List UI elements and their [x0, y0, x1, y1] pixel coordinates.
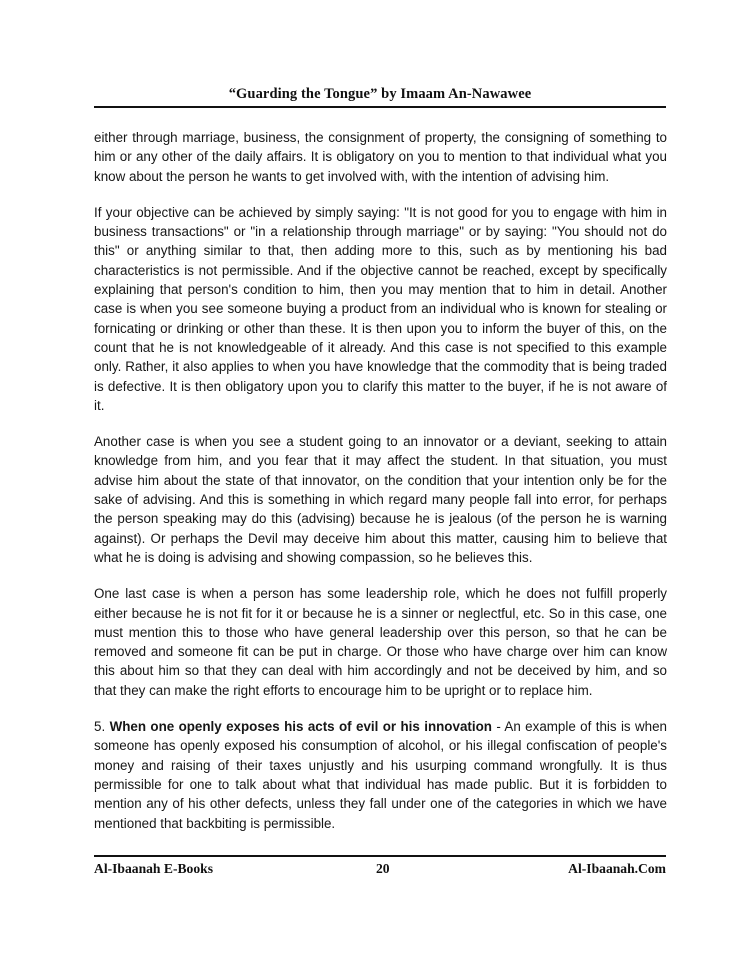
- body-paragraph: One last case is when a person has some leadership role, which he does not fulfill properly either because he is not fit for it or because he is a sinner or neglectful, etc. So in this case, one must mention this to those who have general leadership over this person, so that he can be removed and someone fit can be put in charge. Or those who have charge over him can know this about him so that they can deal with him accordingly and not be deceived by him, and so that they can make the right efforts to encourage him to be upright or to replace him.: [94, 586, 667, 698]
- footer-row: [94, 861, 666, 881]
- list-number: 5.: [94, 719, 110, 735]
- header-divider: [94, 106, 666, 108]
- body-paragraph: If your objective can be achieved by simply saying: "It is not good for you to engage with him in business transactions" or "in a relationship through marriage" or by saying: "You should not do this" or anything similar to that, then adding more to this, such as by mentioning his bad characteristics is not permissible. And if the objective cannot be reached, except by specifically explaining that person's condition to him, then you may mention that to him in detail. Another case is when you see someone buying a product from an individual who is known for stealing or fornicating or drinking or other than these. It is then upon you to inform the buyer of this, on the count that he is not knowledgeable of it already. And this case is not specified to this example only. Rather, it also applies to when you have knowledge that the commodity that is being traded is defective. It is then obligatory upon you to clarify this matter to the buyer, if he is not aware of it.: [94, 204, 667, 413]
- document-body: [94, 128, 667, 833]
- body-paragraph: Another case is when you see a student going to an innovator or a deviant, seeking to attain knowledge from him, and you fear that it may affect the student. In that situation, you must advise him about the state of that innovator, on the condition that your intention only be for the sake of advising. And this is something in which regard many people fall into error, for perhaps the person speaking may do this (advising) because he is jealous (of the person he is warning against). Or perhaps the Devil may deceive him about this matter, causing him to believe that what he is doing is advising and showing compassion, so he believes this.: [94, 434, 667, 565]
- page-number: 20: [376, 861, 390, 876]
- page-footer: [94, 855, 666, 881]
- numbered-body-paragraph: [94, 717, 667, 833]
- body-paragraph: either through marriage, business, the consignment of property, the consigning of something to him or any other of the daily affairs. It is obligatory on you to mention to that individual what you know about the person he wants to get involved with, with the intention of advising him.: [94, 130, 667, 184]
- footer-divider: [94, 855, 666, 857]
- footer-publisher: Al-Ibaanah E-Books: [94, 861, 213, 876]
- footer-website: Al-Ibaanah.Com: [568, 861, 666, 876]
- numbered-paragraph-text: - An example of this is when someone has openly exposed his consumption of alcohol, or his illegal confiscation of people's money and raising of their taxes unjustly and his usurping command wrongfully. It is thus permissible for one to talk about what that individual has made public. But it is forbidden to mention any of his other defects, unless they fall under one of the categories in which we have mentioned that backbiting is permissible.: [94, 719, 668, 831]
- header-title: “Guarding the Tongue” by Imaam An-Nawawee: [228, 86, 532, 102]
- page-header: [94, 86, 666, 108]
- numbered-paragraph-heading: When one openly exposes his acts of evil or his innovation: [109, 719, 492, 735]
